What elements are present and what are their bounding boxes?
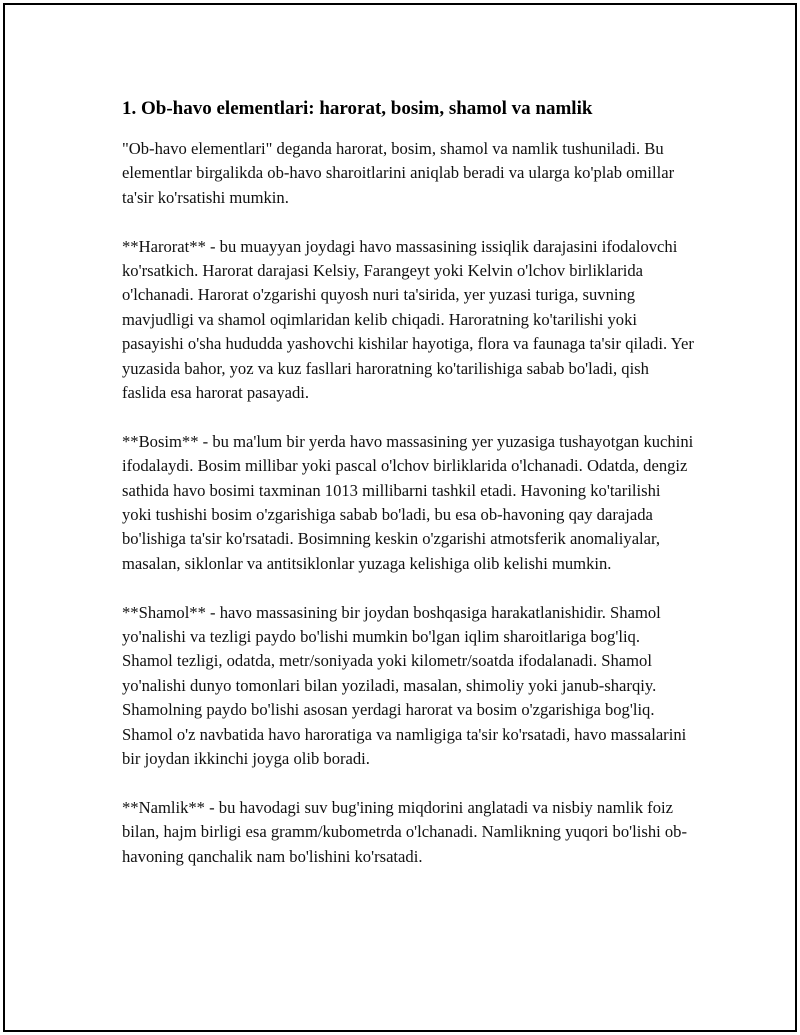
namlik-paragraph: **Namlik** - bu havodagi suv bug'ining miqdorini anglatadi va nisbiy namlik foiz bilan, hajm birligi esa gramm/kubometrda o'lchanadi. Namlikning yuqori bo'lishi ob-havoning qanchalik nam bo'lishini ko'rsatadi. bbox=[122, 797, 687, 866]
page-frame bbox=[3, 3, 797, 1032]
harorat-paragraph: **Harorat** - bu muayyan joydagi havo massasining issiqlik darajasini ifodalovchi ko'rsatkich. Harorat darajasi Kelsiy, Farangeyt yoki Kelvin o'lchov birliklarida o'lchanadi. Harorat o'zgarishi quyosh nuri ta'sirida, yer yuzasi turiga, suvning mavjudligi va shamol oqimlaridan kelib chiqadi. Haroratning ko'tarilishi yoki pasayishi o'sha hududda yashovchi kishilar hayotiga, flora va faunaga ta'sir qiladi. Yer yuzasida bahor, yoz va kuz fasllari haroratning ko'tarilishiga sabab bo'ladi, qish faslida esa harorat pasayadi. bbox=[122, 236, 694, 403]
document-body bbox=[122, 95, 694, 894]
document-title: 1. Ob-havo elementlari: harorat, bosim, shamol va namlik bbox=[122, 98, 593, 119]
shamol-paragraph: **Shamol** - havo massasining bir joydan boshqasiga harakatlanishidir. Shamol yo'nalishi va tezligi paydo bo'lishi mumkin bo'lgan iqlim sharoitlariga bog'liq. Shamol tezligi, odatda, metr/soniyada yoki kilometr/soatda ifodalanadi. Shamol yo'nalishi dunyo tomonlari bilan yoziladi, masalan, shimoliy yoki janub-sharqiy. Shamolning paydo bo'lishi asosan yerdagi harorat va bosim o'zgarishiga bog'liq. Shamol o'z navbatida havo haroratiga va namligiga ta'sir ko'rsatadi, havo massalarini bir joydan ikkinchi joyga olib boradi. bbox=[122, 602, 687, 769]
bosim-paragraph: **Bosim** - bu ma'lum bir yerda havo massasining yer yuzasiga tushayotgan kuchini ifodalaydi. Bosim millibar yoki pascal o'lchov birliklarida o'lchanadi. Odatda, dengiz sathida havo bosimi taxminan 1013 millibarni tashkil etadi. Havoning ko'tarilishi yoki tushishi bosim o'zgarishiga sabab bo'ladi, bu esa ob-havoning qay darajada bo'lishiga ta'sir ko'rsatadi. Bosimning keskin o'zgarishi atmotsferik anomaliyalar, masalan, siklonlar va antitsiklonlar yuzaga kelishiga olib kelishi mumkin. bbox=[122, 431, 694, 573]
intro-paragraph: "Ob-havo elementlari" deganda harorat, bosim, shamol va namlik tushuniladi. Bu elementlar birgalikda ob-havo sharoitlarini aniqlab beradi va ularga ko'plab omillar ta'sir ko'rsatishi mumkin. bbox=[122, 139, 675, 207]
